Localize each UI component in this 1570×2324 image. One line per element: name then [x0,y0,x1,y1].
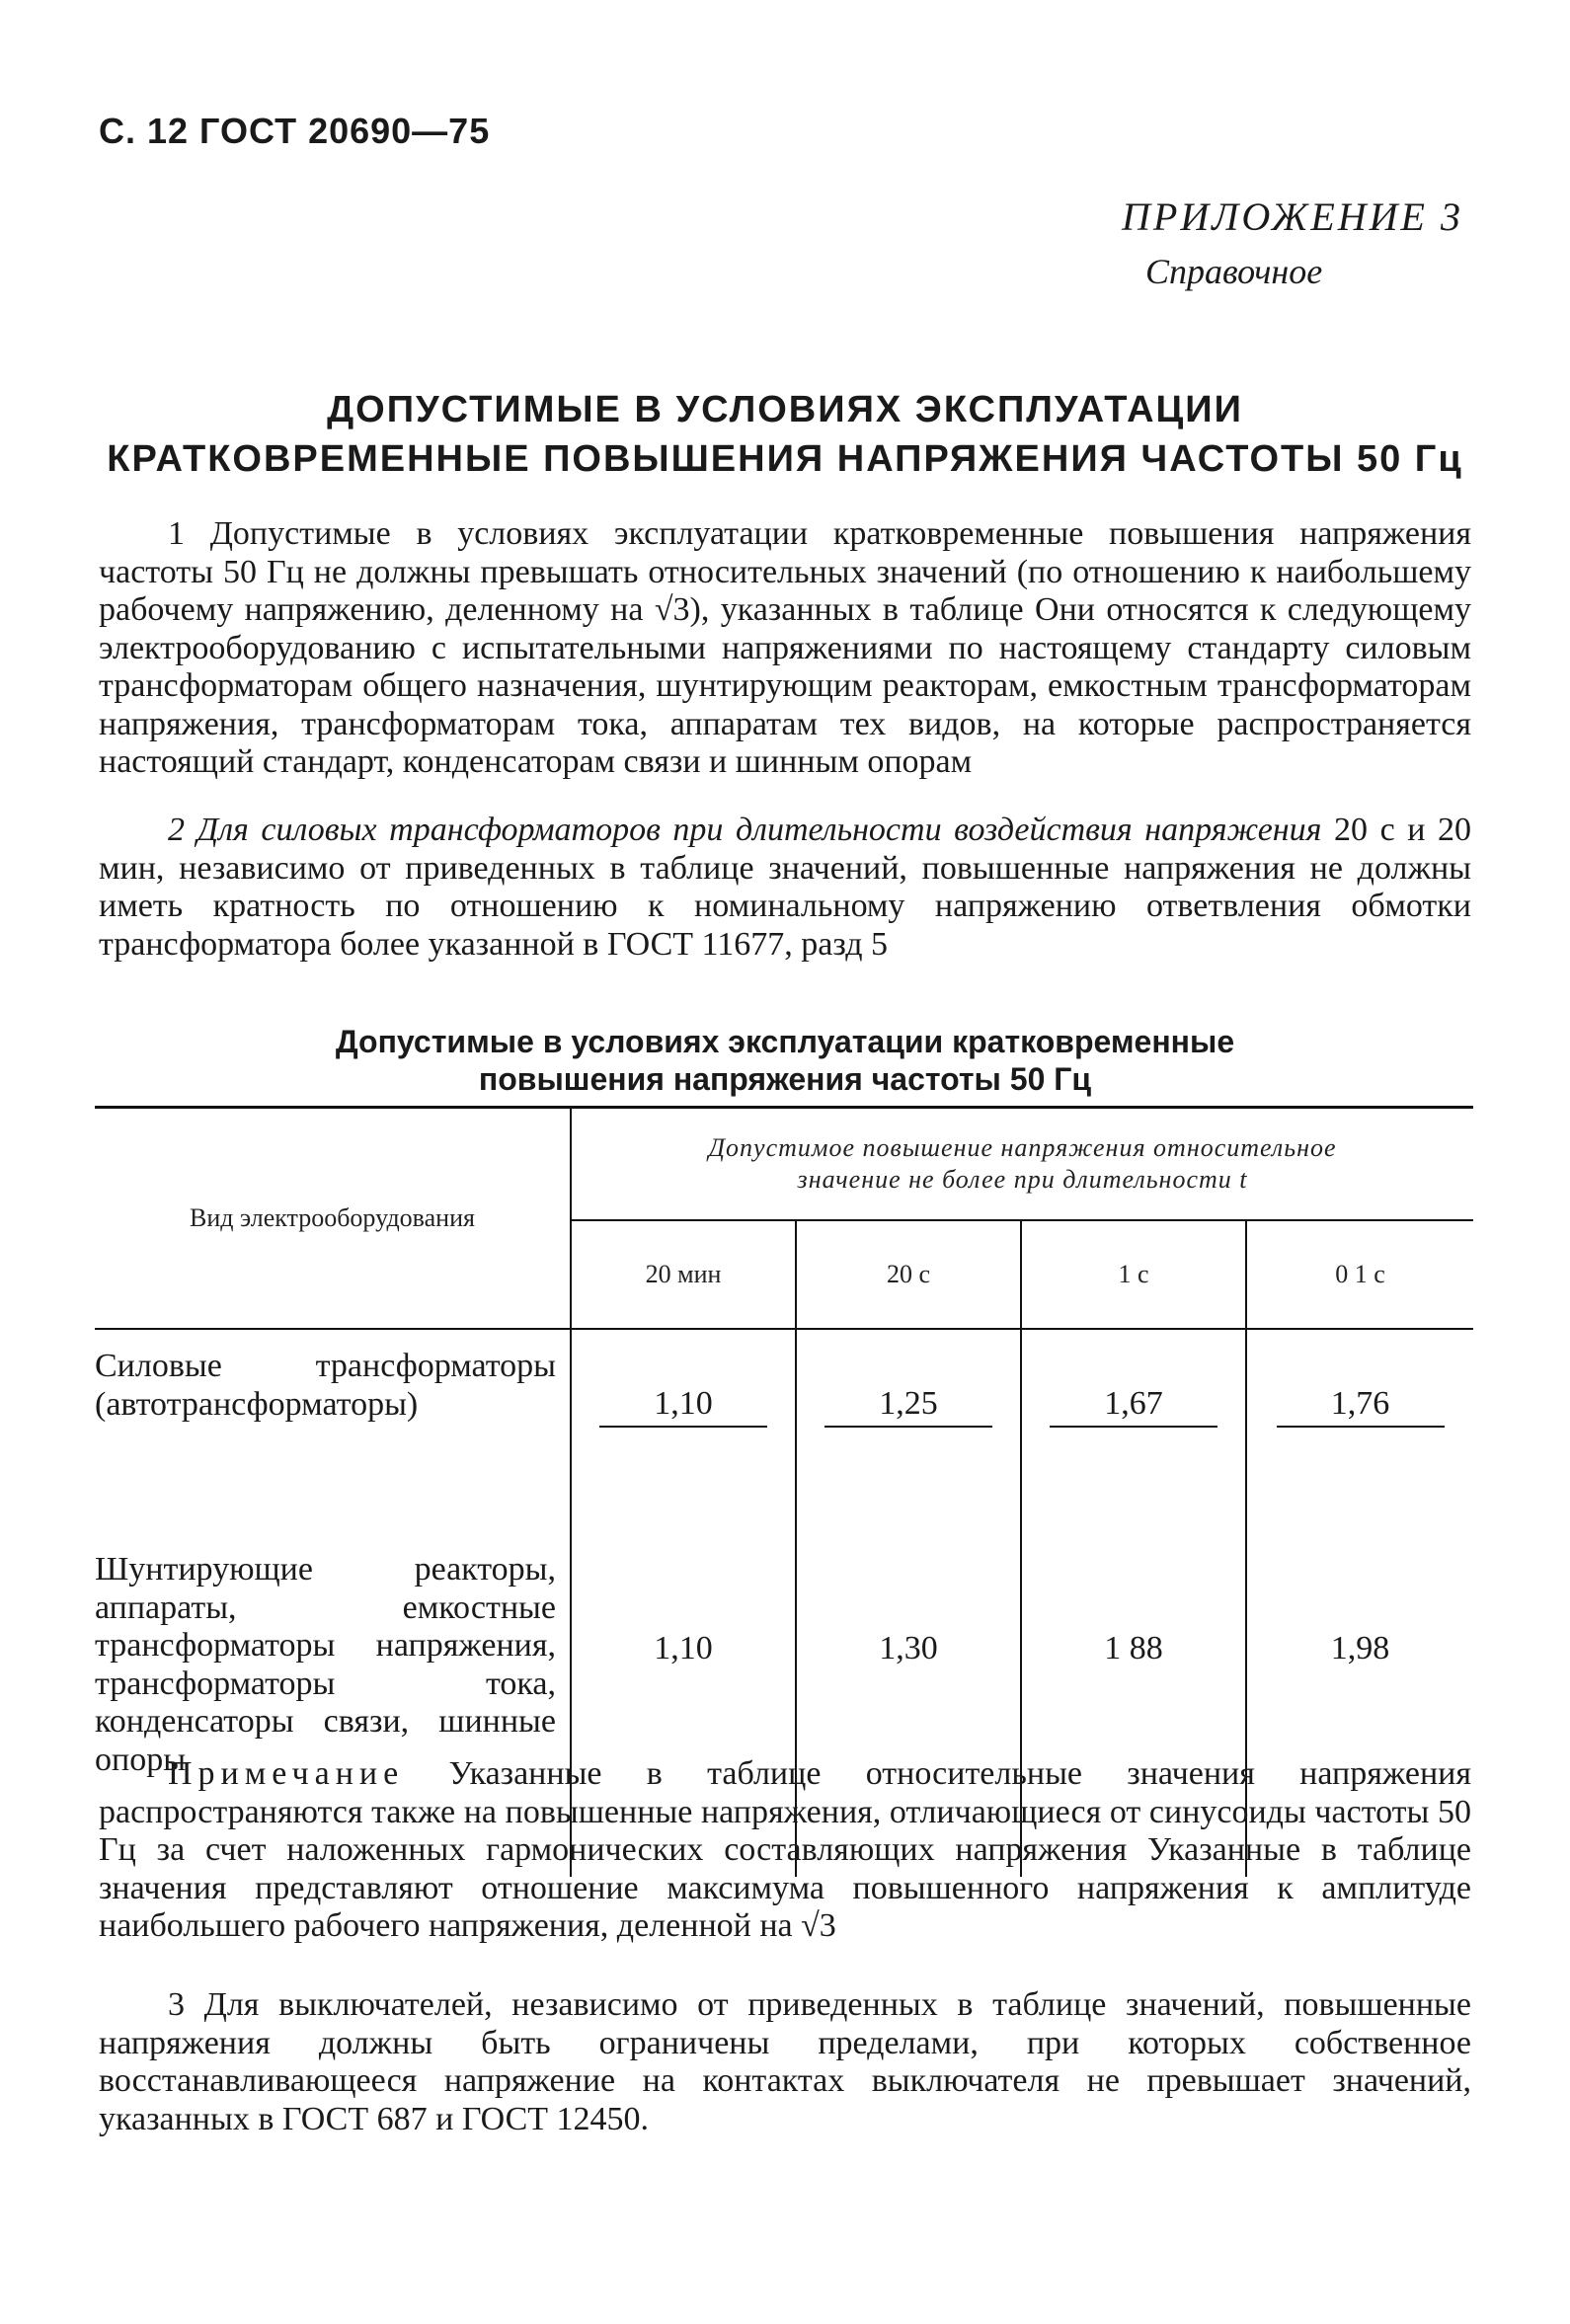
table-cell [796,1329,1021,1533]
paragraph-2 [99,812,1471,964]
page-header: С. 12 ГОСТ 20690—75 [99,111,491,151]
cell-value: 1,76 [1277,1385,1445,1428]
table-cell [1021,1329,1246,1533]
table-header [95,1108,1473,1330]
page-title-line1: ДОПУСТИМЫЕ В УСЛОВИЯХ ЭКСПЛУАТАЦИИ [327,389,1243,430]
page-title-line2: КРАТКОВРЕМЕННЫЕ ПОВЫШЕНИЯ НАПРЯЖЕНИЯ ЧАСТОТЫ 50 Гц [107,438,1463,480]
cell-value: 1 88 [1104,1630,1163,1666]
column-header-kind: Вид электрооборудования [95,1108,571,1330]
table-note [99,1755,1471,1946]
table-title-line1: Допустимые в условиях эксплуатации кратковременные [335,1024,1235,1059]
column-header-group-line1: Допустимое повышение напряжения относительное [708,1133,1337,1162]
paragraph-2-rest: 20 с и 20 мин, независимо от приведенных в таблице значений, повышенные напряжения не должны иметь кратность по отношению к номинальному напряжению ответвления обмотки трансформатора более указанной в ГОСТ 11677, разд 5 [99,812,1471,963]
cell-value: 1,67 [1050,1385,1217,1428]
table-title-line2: повышения напряжения частоты 50 Гц [478,1061,1092,1097]
table-row [95,1329,1473,1533]
column-header-group [571,1108,1473,1221]
column-header-group-line2: значение не более при длительности t [797,1165,1248,1194]
paragraph-2-italic: 2 Для силовых трансформаторов при длительности воздействия напряжения [168,812,1322,848]
paragraph-3: 3 Для выключателей, независимо от приведенных в таблице значений, повышенные напряжения должны быть ограничены пределами, при которых собственное восстанавливающееся напряжение на контактах выключателя не превышает значений, указанных в ГОСТ 687 и ГОСТ 12450. [99,1986,1471,2137]
cell-value: 1,98 [1330,1630,1390,1666]
table-cell [571,1329,796,1533]
page-title [99,385,1471,484]
table-title [99,1023,1471,1098]
note-text: Указанные в таблице относительные значения напряжения распространяются также на повышенные напряжения, отличающиеся от синусоиды частоты 50 Гц за счет наложенных гармонических составляющих напряжения Указанные в таблице значения представляют отношение максимума повышенного напряжения к амплитуде наибольшего рабочего напряжения, деленной на √3 [99,1755,1471,1944]
column-header-duration: 20 с [796,1220,1021,1329]
reference-type: Справочное [1145,252,1323,291]
cell-value: 1,30 [879,1630,938,1666]
column-header-duration: 20 мин [571,1220,796,1329]
column-header-duration: 0 1 с [1246,1220,1473,1329]
appendix-label: ПРИЛОЖЕНИЕ 3 [1122,194,1463,239]
row-equipment-kind: Силовые трансформаторы (автотрансформаторы) [95,1348,556,1423]
paragraph-1: 1 Допустимые в условиях эксплуатации кратковременные повышения напряжения частоты 50 Гц не должны превышать относительных значений (по отношению к наибольшему рабочему напряжению, деленному на √3), указанных в таблице Они относятся к следующему электрооборудованию с испытательными напряжениями по настоящему стандарту силовым трансформаторам общего назначения, шунтирующим реакторам, емкостным трансформаторам напряжения, трансформаторам тока, аппаратам тех видов, на которые распространяется настоящий стандарт, конденсаторам связи и шинным опорам [99,515,1471,780]
cell-value: 1,10 [654,1630,713,1666]
cell-value: 1,25 [824,1385,992,1428]
cell-value: 1,10 [599,1385,767,1428]
table-cell [1246,1329,1473,1533]
row-equipment-kind: Шунтирующие реакторы, аппараты, емкостные трансформаторы напряжения, трансформаторы тока, конденсаторы связи, шинные опоры [95,1551,556,1778]
column-header-duration: 1 с [1021,1220,1246,1329]
note-label: Примечание [168,1755,405,1792]
